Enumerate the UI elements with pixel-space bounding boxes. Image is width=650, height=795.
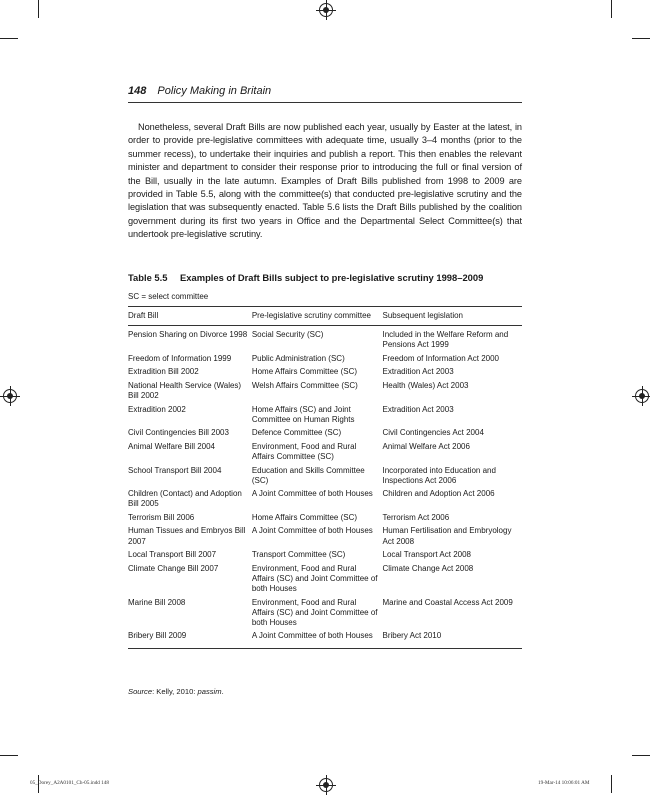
crop-mark	[611, 0, 612, 18]
table-row	[128, 405, 522, 429]
print-slug-file: 05_Dorey_A2A0101_Ch-05.indd 148	[30, 780, 109, 786]
table-cell: Home Affairs Committee (SC)	[251, 367, 358, 377]
table-cell: Pension Sharing on Divorce 1998	[128, 330, 248, 340]
table-cell: Bribery Act 2010	[382, 631, 442, 641]
table-cell: Local Transport Act 2008	[382, 550, 471, 560]
table-cell: Extradition Act 2003	[382, 367, 454, 377]
running-head	[128, 85, 522, 103]
table-cell: A Joint Committee of both Houses	[251, 489, 373, 499]
crop-mark	[0, 755, 18, 756]
table-cell: Terrorism Bill 2006	[128, 512, 195, 522]
table-row	[128, 526, 522, 550]
table-cell: Welsh Affairs Committee (SC)	[251, 380, 358, 390]
table-row	[128, 513, 522, 527]
source-end: .	[221, 687, 224, 696]
crop-mark	[632, 38, 650, 39]
table-cell: Marine Bill 2008	[128, 597, 186, 607]
table-row	[128, 354, 522, 368]
table-cell: Defence Committee (SC)	[251, 428, 342, 438]
table-cell: Freedom of Information 1999	[128, 353, 232, 363]
table-row	[128, 367, 522, 381]
table-cell: Incorporated into Education and Inspections Act 2006	[382, 465, 496, 485]
table-cell: Civil Contingencies Bill 2003	[128, 428, 229, 438]
table-cell: National Health Service (Wales) Bill 2002	[128, 380, 242, 401]
table-cell: Education and Skills Committee (SC)	[251, 465, 365, 485]
table-cell: Extradition 2002	[128, 404, 186, 414]
draft-bills-table	[128, 306, 522, 649]
column-header: Subsequent legislation	[382, 311, 464, 320]
table-row	[128, 598, 522, 632]
table-cell: Health (Wales) Act 2003	[382, 380, 469, 390]
crop-mark	[611, 775, 612, 793]
table-number: Table 5.5	[128, 272, 168, 283]
table-cell: Extradition Bill 2002	[128, 367, 199, 377]
table-cell: Home Affairs Committee (SC)	[251, 512, 358, 522]
table-cell: School Transport Bill 2004	[128, 465, 222, 475]
table-cell: Freedom of Information Act 2000	[382, 353, 500, 363]
table-cell: Environment, Food and Rural Affairs (SC) and Joint Committee of both Houses	[251, 563, 378, 594]
table-cell: Transport Committee (SC)	[251, 550, 346, 560]
table-cell: Terrorism Act 2006	[382, 512, 450, 522]
crop-mark	[38, 0, 39, 18]
print-slug-timestamp: 19-Mar-14 10:06:01 AM	[538, 780, 590, 786]
table-cell: Social Security (SC)	[251, 330, 324, 340]
registration-mark-icon	[319, 3, 333, 17]
table-cell: Animal Welfare Act 2006	[382, 441, 470, 451]
book-title: Policy Making in Britain	[157, 85, 272, 97]
table-row	[128, 381, 522, 405]
source-label: Source	[128, 687, 153, 696]
table-cell: Included in the Welfare Reform and Pensions Act 1999	[382, 330, 509, 350]
table-row	[128, 428, 522, 442]
source-italic: passim	[197, 687, 222, 696]
crop-mark	[0, 38, 18, 39]
crop-mark	[632, 755, 650, 756]
page-number: 148	[128, 85, 147, 97]
table-cell: Environment, Food and Rural Affairs Committee (SC)	[251, 441, 357, 462]
table-cell: Climate Change Bill 2007	[128, 563, 219, 573]
body-paragraph: Nonetheless, several Draft Bills are now published each year, usually by Easter at the latest, in order to provide pre-legislative committees with adequate time, usually 3–4 months (prior to the summer recess), to undertake their inquiries and publish a report. This then enables the relevant minister and department to consider their response prior to introducing the full or final version of the Bill, usually in the late autumn. Examples of Draft Bills published from 1998 to 2009 are provided in Table 5.5, along with the committee(s) that conducted pre-legislative scrutiny and the legislation that was subsequently enacted. Table 5.6 lists the Draft Bills published by the coalition government during its first two years in Office and the Departmental Select Committee(s) that undertook pre-legislative scrutiny.	[128, 122, 522, 240]
registration-mark-icon	[635, 389, 649, 403]
table-cell: Civil Contingencies Act 2004	[382, 428, 484, 438]
table-cell: Human Tissues and Embryos Bill 2007	[128, 526, 246, 546]
table-row	[128, 489, 522, 513]
table-cell: Bribery Bill 2009	[128, 631, 187, 641]
table-row	[128, 326, 522, 354]
table-header-row	[128, 307, 522, 326]
table-cell: A Joint Committee of both Houses	[251, 526, 373, 536]
registration-mark-icon	[3, 389, 17, 403]
table-row	[128, 442, 522, 466]
table-cell: A Joint Committee of both Houses	[251, 631, 373, 641]
table-row	[128, 631, 522, 648]
table-note: SC = select committee	[128, 292, 209, 301]
column-header: Draft Bill	[128, 311, 159, 320]
table-cell: Children (Contact) and Adoption Bill 2005	[128, 489, 242, 509]
table-cell: Human Fertilisation and Embryology Act 2008	[382, 526, 512, 546]
table-cell: Public Administration (SC)	[251, 353, 345, 363]
table-cell: Home Affairs (SC) and Joint Committee on Human Rights	[251, 404, 355, 424]
table-row	[128, 550, 522, 564]
table-cell: Children and Adoption Act 2006	[382, 489, 495, 499]
table-cell: Local Transport Bill 2007	[128, 550, 217, 560]
source-text: : Kelly, 2010:	[152, 687, 198, 696]
table-row	[128, 466, 522, 490]
table-title: Examples of Draft Bills subject to pre-legislative scrutiny 1998–2009	[180, 272, 484, 283]
table-source	[128, 687, 224, 696]
table-cell: Extradition Act 2003	[382, 404, 454, 414]
table-cell: Climate Change Act 2008	[382, 563, 474, 573]
table-cell: Animal Welfare Bill 2004	[128, 441, 216, 451]
table-row	[128, 564, 522, 598]
table-cell: Marine and Coastal Access Act 2009	[382, 597, 513, 607]
table-caption	[128, 272, 522, 283]
table-cell: Environment, Food and Rural Affairs (SC) and Joint Committee of both Houses	[251, 597, 378, 627]
registration-mark-icon	[319, 778, 333, 792]
column-header: Pre-legislative scrutiny committee	[251, 311, 371, 320]
